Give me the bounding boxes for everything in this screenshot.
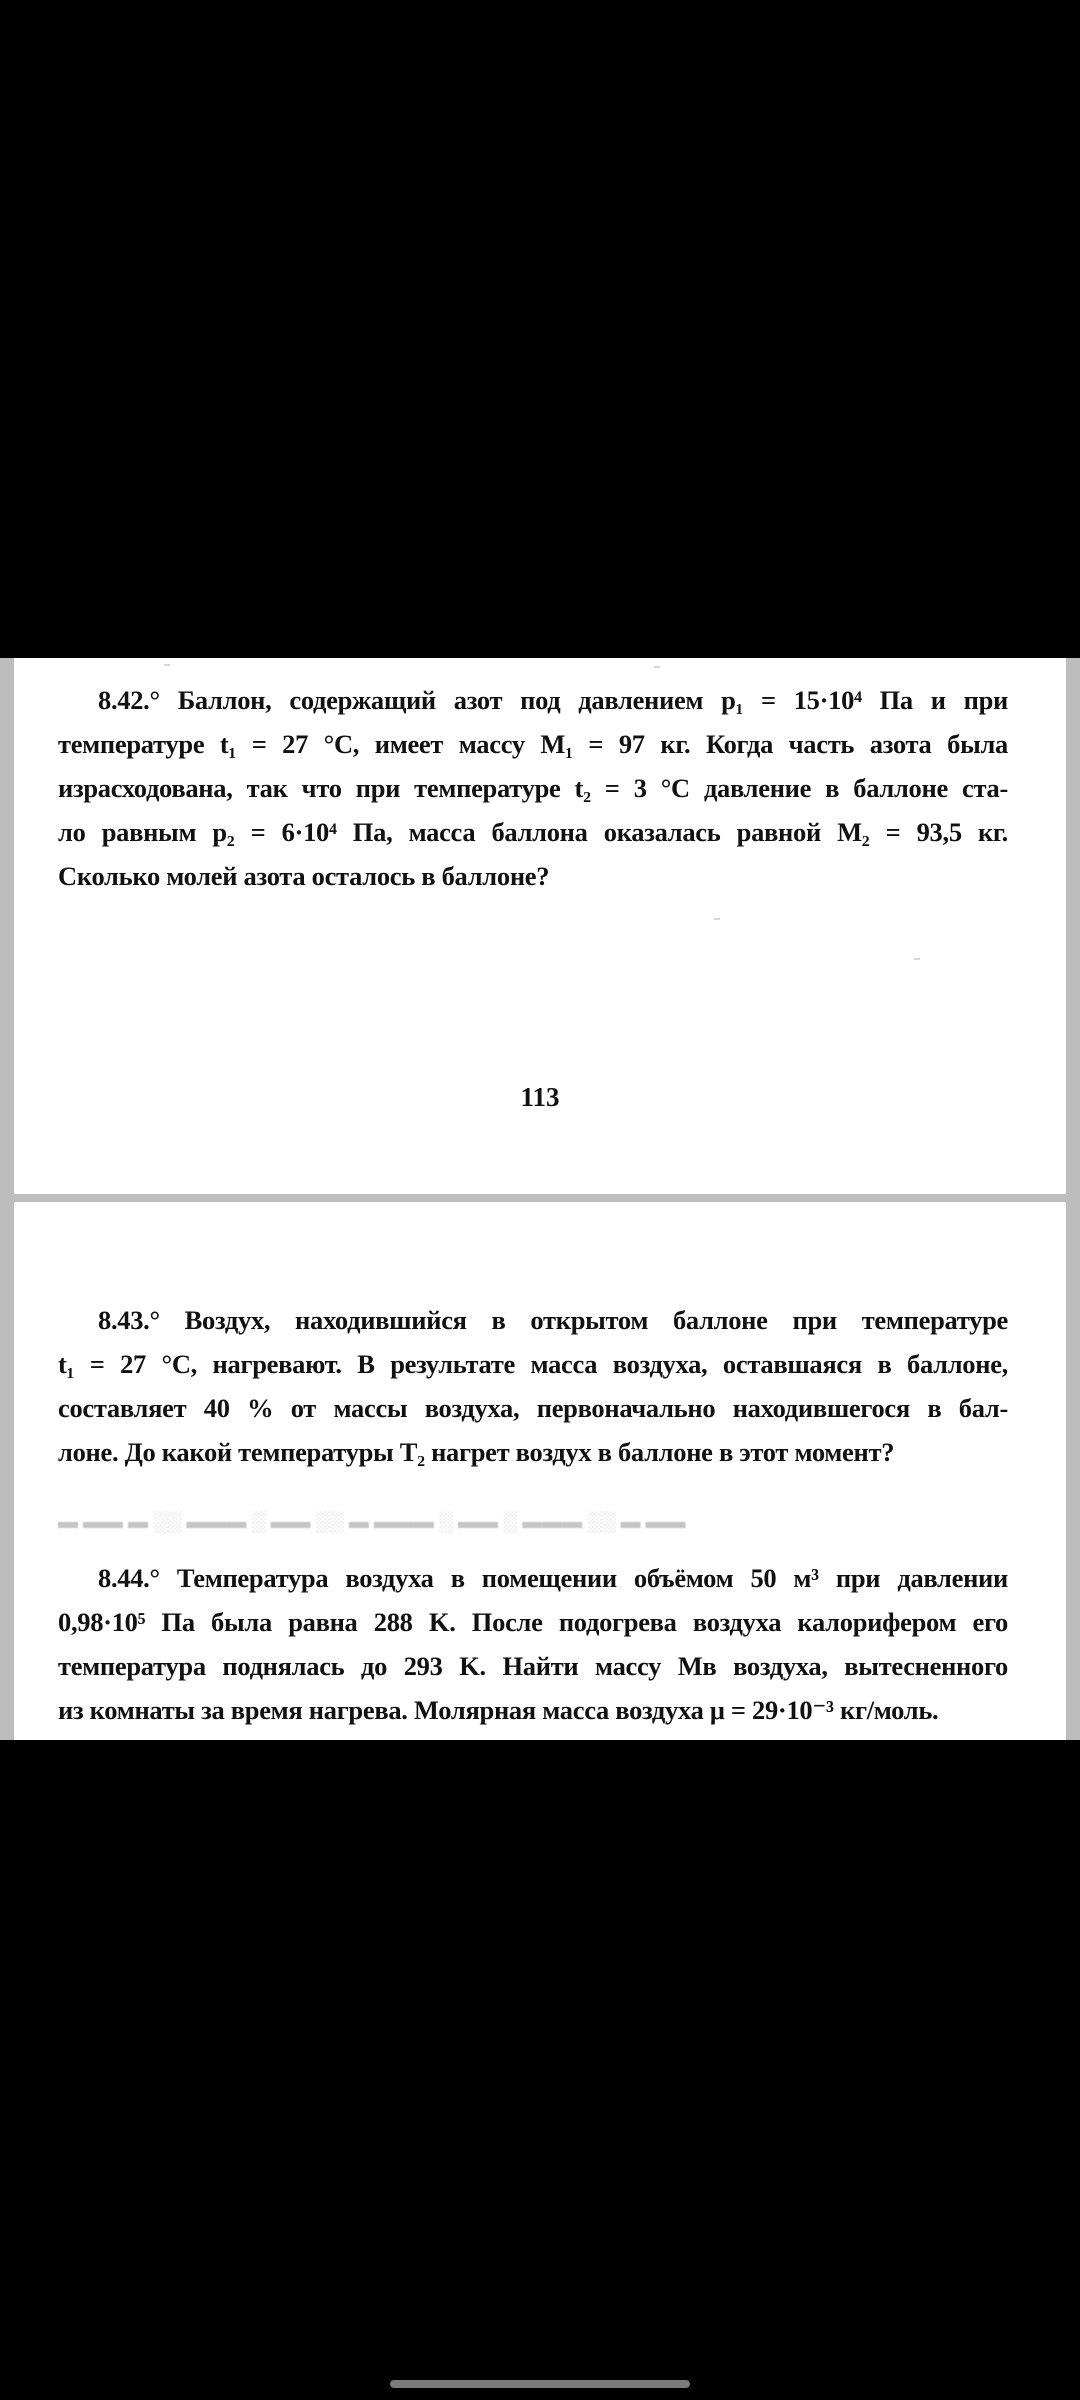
bleed-through-smudge: ▬ ▬▬ ▬ ░░ ▬▬▬ ░ ▬▬ ░░ ▬ ▬▬▬ ░ ▬▬ ░ ▬▬▬ ░░ ▬ ▬▬ [58,1511,686,1533]
problem-8-42-line-5: Сколько молей азота осталось в баллоне? [58,861,550,891]
print-speck [654,666,660,668]
print-speck [164,664,170,666]
problem-8-42-line-3: израсходована, так что при температуре t₂ = 3 °C давление в баллоне ста- [58,773,1008,803]
problem-8-43-line-3: составляет 40 % от массы воздуха, первоначально находившегося в бал- [58,1393,1008,1423]
problem-8-43-line-1: 8.43.° Воздух, находившийся в открытом баллоне при температуре [98,1305,1008,1335]
home-indicator[interactable] [390,2380,690,2388]
print-speck [714,918,720,920]
page-number: 113 [520,1082,560,1112]
problem-8-44-line-4: из комнаты за время нагрева. Молярная масса воздуха μ = 29·10⁻³ кг/моль. [58,1695,939,1725]
problem-8-42-line-2: температуре t₁ = 27 °C, имеет массу M₁ = 97 кг. Когда часть азота была [58,729,1008,759]
problem-8-42-line-4: ло равным p₂ = 6·10⁴ Па, масса баллона оказалась равной M₂ = 93,5 кг. [58,817,1008,847]
photo-of-book-pages [0,658,1080,1740]
book-page-top [14,658,1066,1194]
problem-8-44 [58,1556,1008,1732]
book-page-bottom [14,1202,1066,1740]
problem-8-44-line-2: 0,98·10⁵ Па была равна 288 K. После подогрева воздуха калорифером его [58,1607,1008,1637]
problem-8-44-line-3: температура поднялась до 293 K. Найти массу Mв воздуха, вытесненного [58,1651,1008,1681]
problem-8-43 [58,1298,1008,1474]
print-speck [914,958,920,960]
problem-8-44-line-1: 8.44.° Температура воздуха в помещении объёмом 50 м³ при давлении [98,1563,1008,1593]
problem-8-43-line-4: лоне. До какой температуры T₂ нагрет воздух в баллоне в этот момент? [58,1437,895,1467]
problem-8-42 [58,678,1008,898]
problem-8-43-line-2: t₁ = 27 °C, нагревают. В результате масса воздуха, оставшаяся в баллоне, [58,1349,1008,1379]
problem-8-42-line-1: 8.42.° Баллон, содержащий азот под давлением p₁ = 15·10⁴ Па и при [98,685,1008,715]
